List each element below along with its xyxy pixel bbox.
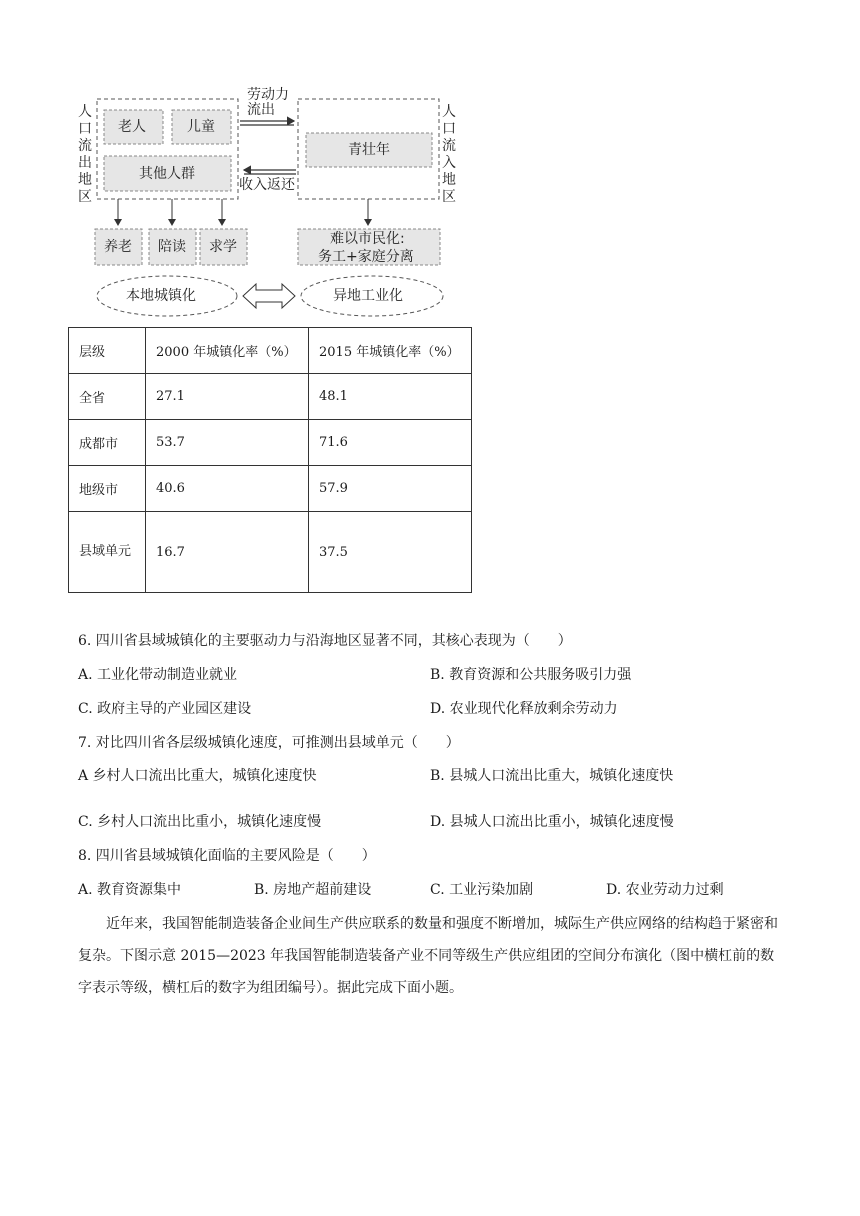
- elderly-label: 老人: [118, 119, 146, 135]
- table-header-row: [69, 328, 472, 374]
- table-cell: 48.1: [309, 374, 472, 420]
- outflow-region-label: 人口流出地区: [78, 104, 92, 205]
- question-6-option-d: D. 农业现代化释放剩余劳动力: [430, 701, 618, 717]
- table-row: [69, 420, 472, 466]
- table-cell: 成都市: [69, 420, 146, 466]
- retirement-label: 养老: [104, 239, 132, 255]
- table-cell: 57.9: [309, 466, 472, 512]
- inflow-region-label: 人口流入地区: [442, 104, 456, 205]
- remote-industrialization-label: 异地工业化: [333, 288, 403, 304]
- table-cell: 县域单元: [69, 512, 146, 593]
- local-urbanization-label: 本地城镇化: [126, 288, 196, 304]
- question-6-option-b: B. 教育资源和公共服务吸引力强: [430, 667, 632, 683]
- question-7-stem: 7. 对比四川省各层级城镇化速度，可推测出县域单元（ ）: [78, 735, 460, 751]
- children-label: 儿童: [187, 119, 215, 135]
- table-header-cell: 层级: [69, 328, 146, 374]
- table-header-cell: 2000 年城镇化率（%）: [146, 328, 309, 374]
- question-8-option-c: C. 工业污染加剧: [430, 882, 534, 898]
- table-header-cell: 2015 年城镇化率（%）: [309, 328, 472, 374]
- question-7-option-a: A 乡村人口流出比重大，城镇化速度快: [78, 768, 317, 784]
- table-cell: 16.7: [146, 512, 309, 593]
- double-arrow-icon: [243, 284, 295, 308]
- hard-urbanize-label-2: 务工+家庭分离: [318, 249, 414, 265]
- question-7-option-d: D. 县城人口流出比重小，城镇化速度慢: [430, 814, 674, 830]
- schooling-label: 求学: [209, 239, 237, 255]
- table-row: [69, 374, 472, 420]
- question-8-option-b: B. 房地产超前建设: [254, 882, 372, 898]
- question-8-option-a: A. 教育资源集中: [78, 882, 182, 898]
- table-cell: 全省: [69, 374, 146, 420]
- labor-outflow-label: 劳动力流出: [247, 87, 289, 118]
- table-cell: 40.6: [146, 466, 309, 512]
- young-adults-label: 青壮年: [348, 142, 390, 158]
- diagram-shapes: [0, 0, 860, 330]
- question-8-option-d: D. 农业劳动力过剩: [606, 882, 724, 898]
- table-row: [69, 466, 472, 512]
- urbanization-rate-table: [68, 327, 472, 593]
- urbanization-diagram: [0, 0, 860, 330]
- hard-urbanize-label-1: 难以市民化:: [330, 231, 405, 247]
- question-6-stem: 6. 四川省县域城镇化的主要驱动力与沿海地区显著不同，其核心表现为（ ）: [78, 633, 572, 649]
- table-cell: 37.5: [309, 512, 472, 593]
- table-cell: 地级市: [69, 466, 146, 512]
- reading-passage: 近年来，我国智能制造装备企业间生产供应联系的数量和强度不断增加，城际生产供应网络的结构趋于紧密和复杂。下图示意 2015—2023 年我国智能制造装备产业不同等级生产供应组团的空间分布演化（图中横杠前的数字表示等级，横杠后的数字为组团编号）。据此完成下面小题。: [78, 916, 778, 996]
- others-label: 其他人群: [139, 166, 195, 182]
- question-8-stem: 8. 四川省县域城镇化面临的主要风险是（ ）: [78, 848, 376, 864]
- accompany-study-label: 陪读: [158, 239, 186, 255]
- income-return-label: 收入返还: [239, 177, 295, 193]
- question-6-option-c: C. 政府主导的产业园区建设: [78, 701, 252, 717]
- question-7-option-c: C. 乡村人口流出比重小，城镇化速度慢: [78, 814, 322, 830]
- table-cell: 27.1: [146, 374, 309, 420]
- question-6-option-a: A. 工业化带动制造业就业: [78, 667, 238, 683]
- table-row: [69, 512, 472, 593]
- question-7-option-b: B. 县城人口流出比重大，城镇化速度快: [430, 768, 674, 784]
- table-cell: 53.7: [146, 420, 309, 466]
- table-cell: 71.6: [309, 420, 472, 466]
